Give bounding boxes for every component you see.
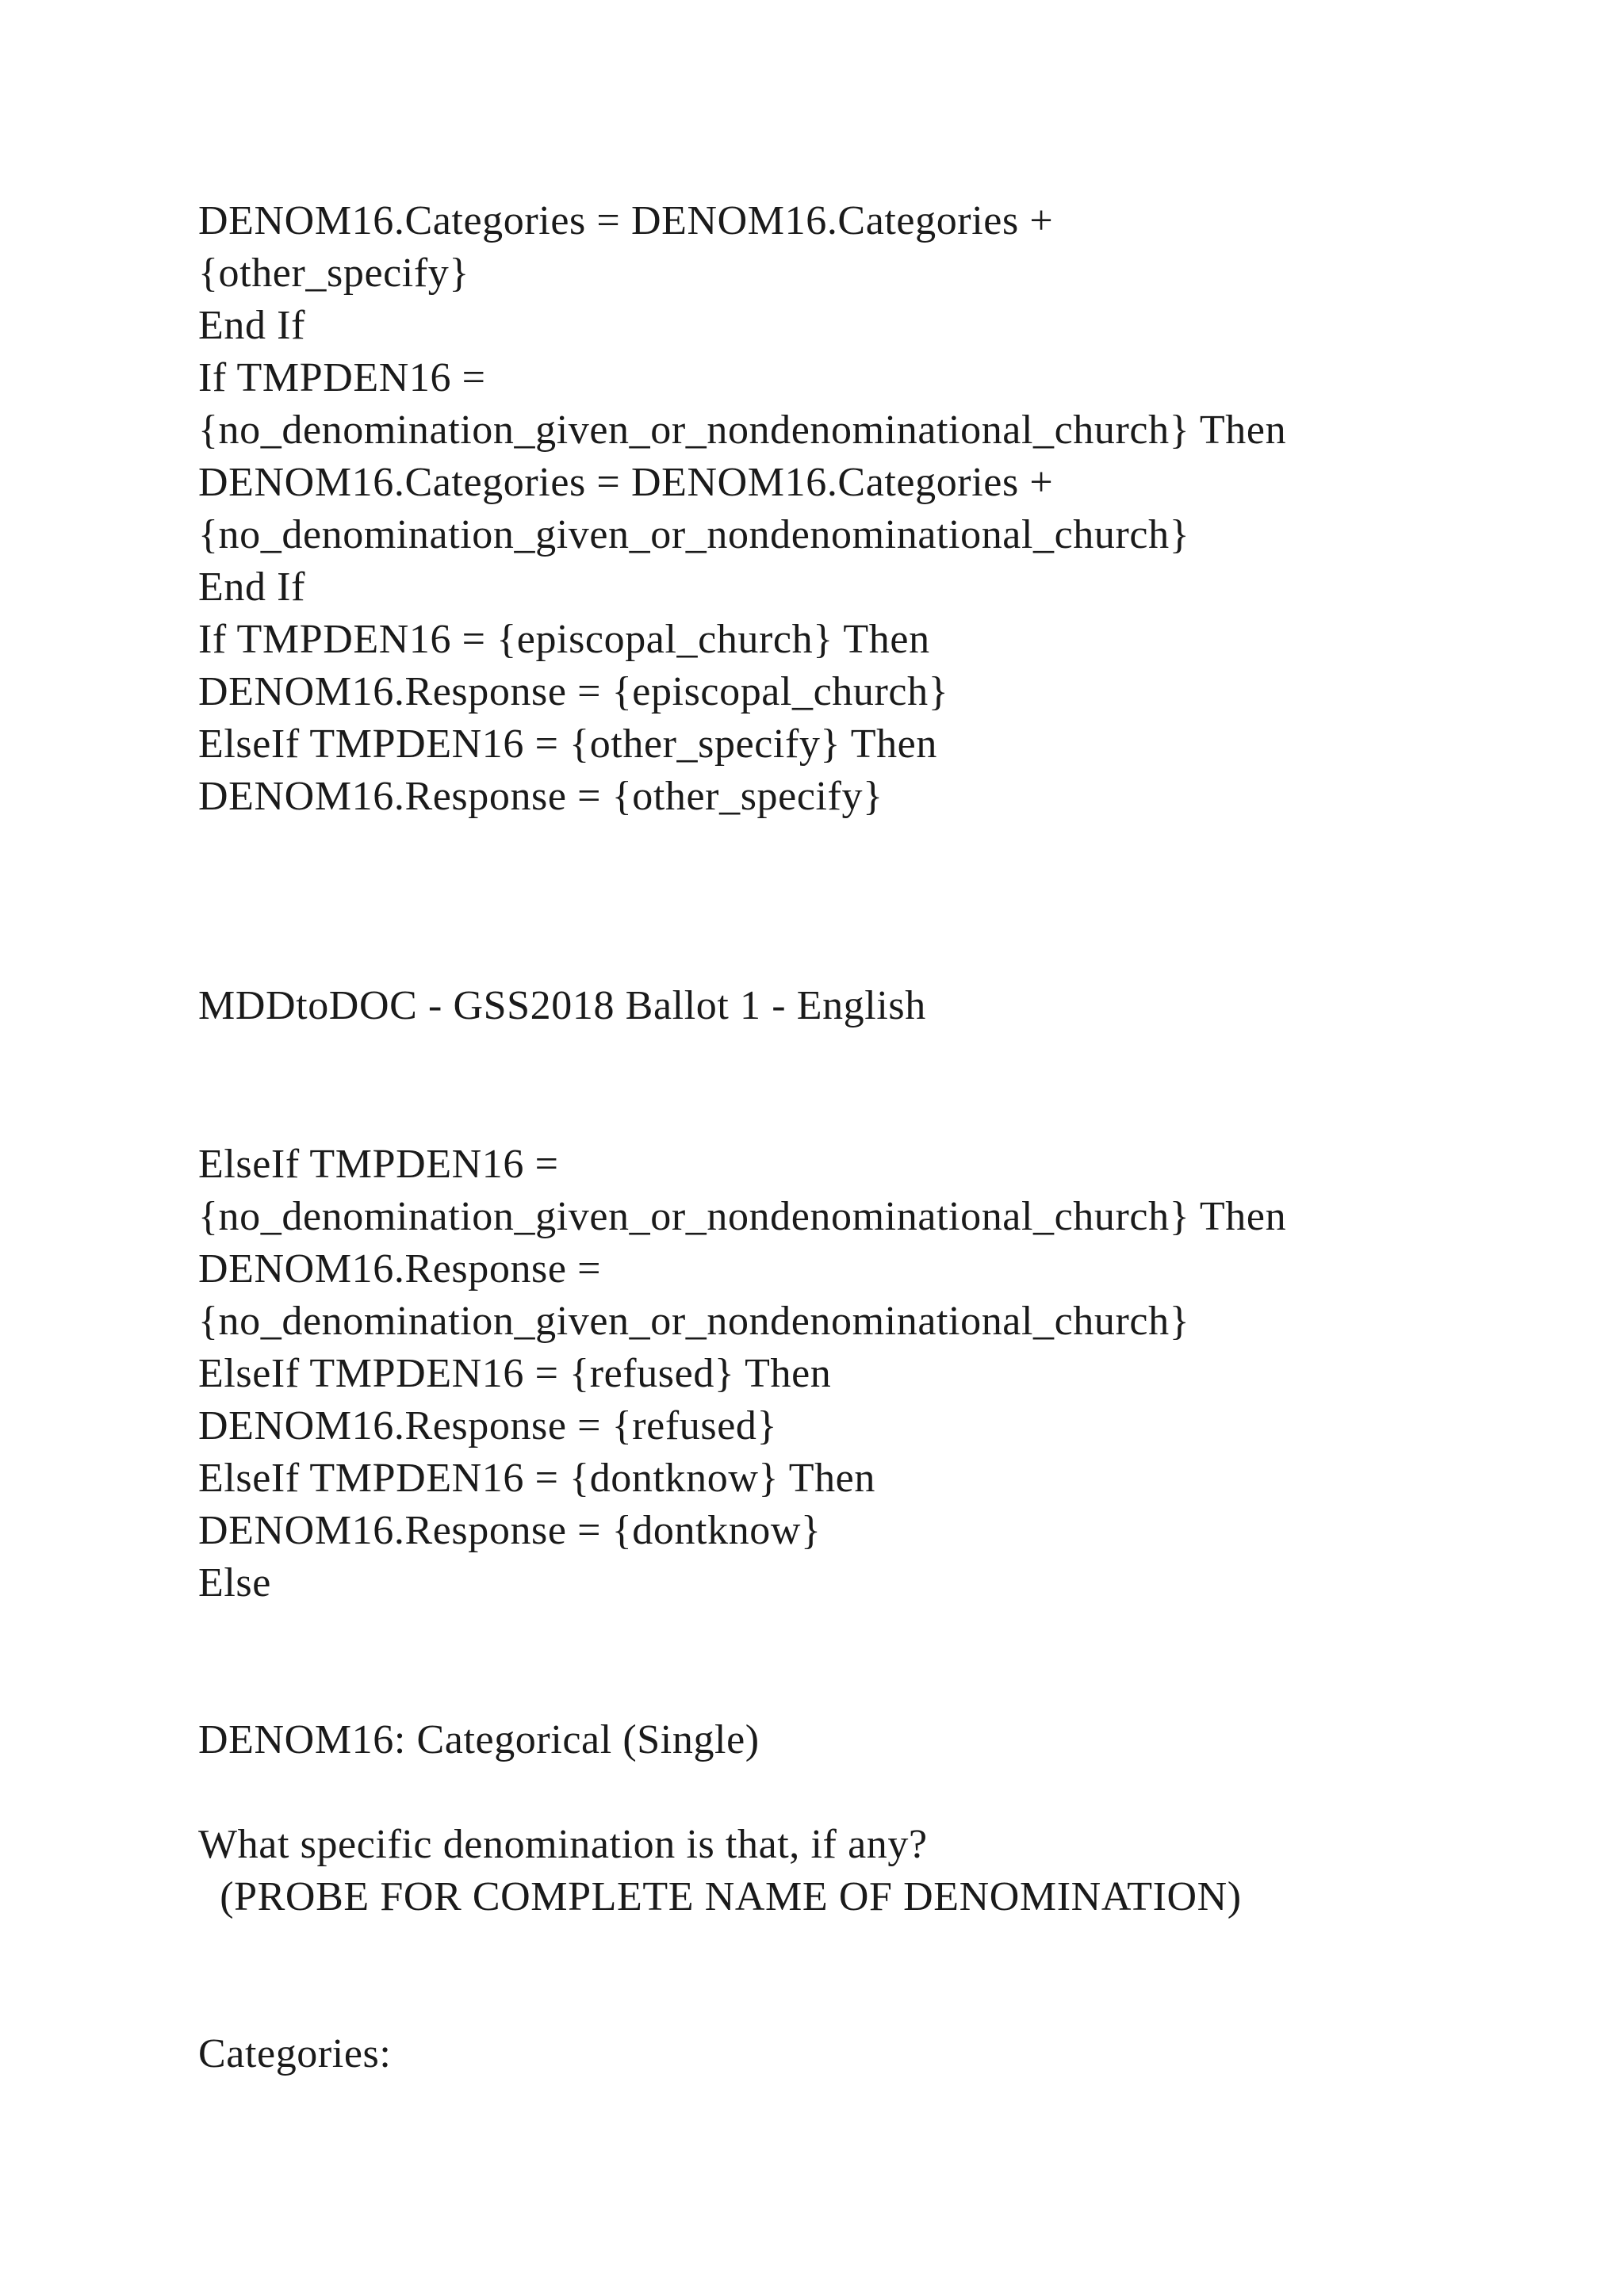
code-line: DENOM16.Response = {other_specify} xyxy=(198,774,883,819)
categories-label: Categories: xyxy=(198,2031,392,2076)
question-heading: DENOM16: Categorical (Single) xyxy=(198,1717,760,1762)
code-line: {no_denomination_given_or_nondenominational_church} Then xyxy=(198,408,1287,453)
code-line: Else xyxy=(198,1560,271,1605)
code-line: If TMPDEN16 = xyxy=(198,355,486,400)
code-line: ElseIf TMPDEN16 = {other_specify} Then xyxy=(198,721,937,767)
code-line: {no_denomination_given_or_nondenominational_church} xyxy=(198,512,1190,557)
code-line: End If xyxy=(198,564,305,610)
code-line: ElseIf TMPDEN16 = xyxy=(198,1142,559,1187)
code-line: End If xyxy=(198,303,305,348)
code-line: ElseIf TMPDEN16 = {refused} Then xyxy=(198,1351,832,1396)
code-line: ElseIf TMPDEN16 = {dontknow} Then xyxy=(198,1456,875,1501)
code-line: If TMPDEN16 = {episcopal_church} Then xyxy=(198,617,930,662)
code-line: DENOM16.Response = {refused} xyxy=(198,1403,778,1448)
question-text: What specific denomination is that, if any? xyxy=(198,1822,928,1867)
code-line: {other_specify} xyxy=(198,251,469,296)
code-line: DENOM16.Response = {episcopal_church} xyxy=(198,669,949,714)
question-probe: (PROBE FOR COMPLETE NAME OF DENOMINATION) xyxy=(198,1874,1242,1919)
code-line: {no_denomination_given_or_nondenominational_church} Then xyxy=(198,1194,1287,1239)
code-line: DENOM16.Categories = DENOM16.Categories + xyxy=(198,198,1054,243)
code-line: {no_denomination_given_or_nondenominational_church} xyxy=(198,1299,1190,1344)
code-line: DENOM16.Categories = DENOM16.Categories + xyxy=(198,460,1054,505)
code-line: DENOM16.Response = xyxy=(198,1246,602,1292)
page-header-text: MDDtoDOC - GSS2018 Ballot 1 - English xyxy=(198,983,926,1028)
code-line: DENOM16.Response = {dontknow} xyxy=(198,1508,822,1553)
